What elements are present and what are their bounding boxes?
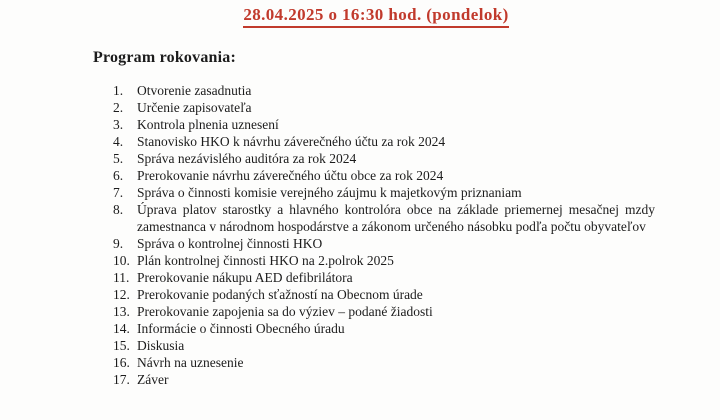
agenda-item [113, 252, 655, 269]
item-text: Záver [137, 372, 169, 387]
item-number: 7. [113, 185, 124, 200]
item-text: Plán kontrolnej činnosti HKO na 2.polrok 2025 [137, 253, 394, 268]
item-text: Diskusia [137, 338, 185, 353]
item-text: Stanovisko HKO k návrhu záverečného účtu za rok 2024 [137, 134, 446, 149]
item-text: Kontrola plnenia uznesení [137, 117, 279, 132]
item-number: 17. [113, 372, 130, 387]
agenda-item [113, 286, 655, 303]
agenda-item [113, 116, 655, 133]
item-number: 14. [113, 321, 130, 336]
item-text: Informácie o činnosti Obecného úradu [137, 321, 345, 336]
item-number: 11. [113, 270, 130, 285]
item-text: Prerokovanie podaných sťažností na Obecnom úrade [137, 287, 423, 302]
item-number: 16. [113, 355, 130, 370]
item-number: 8. [113, 202, 124, 217]
item-text: Prerokovanie nákupu AED defibrilátora [137, 270, 353, 285]
item-text: Návrh na uznesenie [137, 355, 244, 370]
item-number: 2. [113, 100, 124, 115]
item-number: 10. [113, 253, 130, 268]
item-number: 1. [113, 83, 124, 98]
item-text: Správa o kontrolnej činnosti HKO [137, 236, 323, 251]
agenda-item [113, 337, 655, 354]
agenda-item [113, 99, 655, 116]
item-number: 6. [113, 168, 124, 183]
item-number: 4. [113, 134, 124, 149]
item-number: 13. [113, 304, 130, 319]
section-title: Program rokovania: [93, 49, 236, 66]
meeting-date-heading: 28.04.2025 o 16:30 hod. (pondelok) [243, 5, 508, 28]
item-text: Prerokovanie návrhu záverečného účtu obce za rok 2024 [137, 168, 444, 183]
item-number: 3. [113, 117, 124, 132]
document-header [16, 5, 720, 28]
item-number: 15. [113, 338, 130, 353]
agenda-item [113, 167, 655, 184]
item-text: Správa nezávislého auditóra za rok 2024 [137, 151, 357, 166]
item-text: Správa o činnosti komisie verejného záujmu k majetkovým priznaniam [137, 185, 522, 200]
agenda-item [113, 320, 655, 337]
agenda-item [113, 133, 655, 150]
agenda-item [113, 235, 655, 252]
agenda-item [113, 354, 655, 371]
item-text: Určenie zapisovateľa [137, 100, 252, 115]
item-number: 5. [113, 151, 124, 166]
agenda-item [113, 303, 655, 320]
agenda-list [113, 82, 655, 388]
item-number: 12. [113, 287, 130, 302]
item-text: Otvorenie zasadnutia [137, 83, 252, 98]
agenda-item [113, 82, 655, 99]
agenda-item [113, 150, 655, 167]
agenda-item [113, 269, 655, 286]
item-text: Prerokovanie zapojenia sa do výziev – podané žiadosti [137, 304, 433, 319]
agenda-item [113, 184, 655, 201]
agenda-item [113, 371, 655, 388]
item-text: Úprava platov starostky a hlavného kontrolóra obce na základe priemernej mesačnej mzdy zamestnanca v národnom hospodárstve a zákonom určeného násobku podľa počtu obyvateľov [137, 202, 655, 234]
agenda-item [113, 201, 655, 235]
item-number: 9. [113, 236, 124, 251]
